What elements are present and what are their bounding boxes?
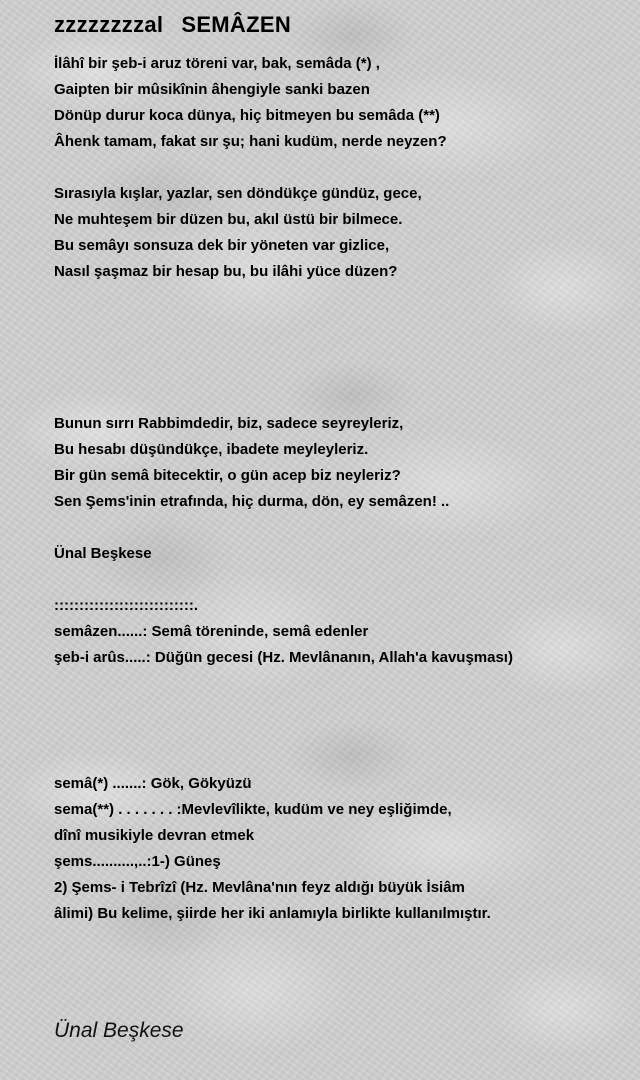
- poem-line: Sırasıyla kışlar, yazlar, sen döndükçe gündüz, gece,: [54, 185, 422, 202]
- glossary-entry: şems..........,..:1-) Güneş: [54, 853, 221, 870]
- poem-line: Dönüp durur koca dünya, hiç bitmeyen bu semâda (**): [54, 107, 440, 124]
- poem-line: Ne muhteşem bir düzen bu, akıl üstü bir bilmece.: [54, 211, 403, 228]
- glossary-entry: şeb-i arûs.....: Düğün gecesi (Hz. Mevlânanın, Allah'a kavuşması): [54, 649, 513, 666]
- poem-line: Bu semâyı sonsuza dek bir yöneten var gizlice,: [54, 237, 390, 254]
- title-prefix: zzzzzzzzal: [54, 12, 164, 37]
- stanza-3: [54, 411, 449, 515]
- glossary-entry: 2) Şems- i Tebrîzî (Hz. Mevlâna'nın feyz aldığı büyük İsiâm: [54, 879, 465, 896]
- author-name: Ünal Beşkese: [54, 545, 152, 562]
- poem-title: [54, 12, 291, 38]
- glossary-divider: ::::::::::::::::::::::::::::.: [54, 597, 199, 614]
- poem-line: Sen Şems'inin etrafında, hiç durma, dön, ey semâzen! ..: [54, 493, 450, 510]
- glossary-notes-2: [54, 771, 491, 927]
- poem-line: Gaipten bir mûsikînin âhengiyle sanki bazen: [54, 81, 370, 98]
- poem-line: Bir gün semâ bitecektir, o gün acep biz neyleriz?: [54, 467, 401, 484]
- poem-line: Bu hesabı düşündükçe, ibadete meyleyleriz.: [54, 441, 369, 458]
- glossary-notes-1: [54, 593, 513, 671]
- poem-line: Bunun sırrı Rabbimdedir, biz, sadece seyreyleriz,: [54, 415, 404, 432]
- poem-line: Âhenk tamam, fakat sır şu; hani kudüm, nerde neyzen?: [54, 133, 447, 150]
- glossary-entry: dînî musikiyle devran etmek: [54, 827, 255, 844]
- title-main: SEMÂZEN: [181, 12, 292, 37]
- author-signature: [54, 541, 152, 567]
- glossary-entry: semâ(*) .......: Gök, Gökyüzü: [54, 775, 252, 792]
- author-signature-italic: Ünal Beşkese: [54, 1019, 184, 1042]
- stanza-2: [54, 181, 422, 285]
- glossary-entry: sema(**) . . . . . . . :Mevlevîlikte, kudüm ve ney eşliğimde,: [54, 801, 452, 818]
- poem-line: Nasıl şaşmaz bir hesap bu, bu ilâhi yüce düzen?: [54, 263, 398, 280]
- poem-line: İlâhî bir şeb-i aruz töreni var, bak, semâda (*) ,: [54, 55, 380, 72]
- glossary-entry: semâzen......: Semâ töreninde, semâ edenler: [54, 623, 369, 640]
- glossary-entry: âlimi) Bu kelime, şiirde her iki anlamıyla birlikte kullanılmıştır.: [54, 905, 491, 922]
- stanza-1: [54, 51, 447, 155]
